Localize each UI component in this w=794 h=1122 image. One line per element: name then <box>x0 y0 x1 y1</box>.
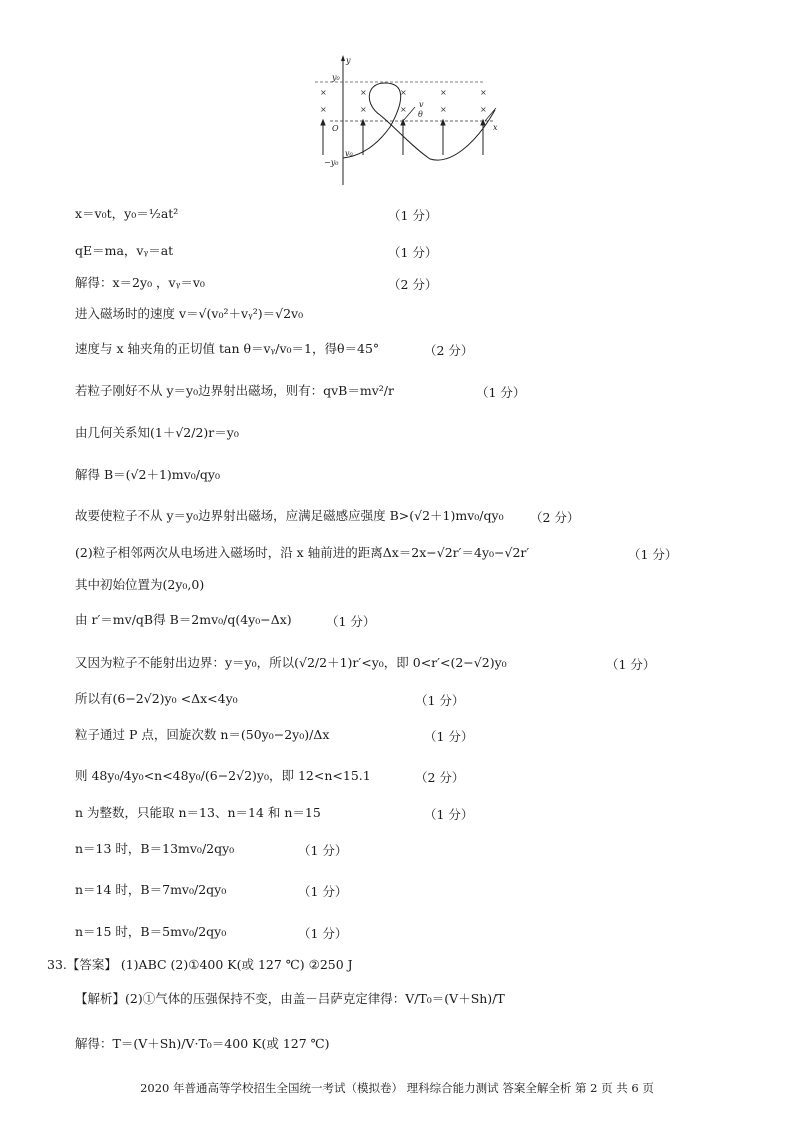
line-20: n＝15 时，B＝5mv₀/2qy₀ <box>75 924 227 939</box>
svg-text:×: × <box>320 88 327 97</box>
line-15: 粒子通过 P 点，回旋次数 n＝(50y₀−2y₀)/Δx <box>75 727 330 742</box>
line-14: 所以有(6−2√2)y₀ <Δx<4y₀ <box>75 691 238 706</box>
score-17: （1 分） <box>424 807 474 822</box>
score-2: （1 分） <box>388 245 438 260</box>
svg-text:×: × <box>480 105 487 114</box>
theta-label: θ <box>418 110 423 119</box>
line-11: 其中初始位置为(2y₀,0) <box>75 577 205 592</box>
line-17: n 为整数，只能取 n＝13、n＝14 和 n＝15 <box>75 805 321 820</box>
line-3: 解得：x＝2y₀ ，vᵧ＝v₀ <box>75 275 205 290</box>
magnetic-field-marks <box>320 88 487 114</box>
score-13: （1 分） <box>606 657 656 672</box>
line-9: 故要使粒子不从 y＝y₀边界射出磁场，应满足磁感应强度 B>(√2＋1)mv₀/qy₀ <box>75 508 504 523</box>
score-10: （1 分） <box>628 547 678 562</box>
svg-text:×: × <box>400 105 407 114</box>
score-16: （2 分） <box>415 770 465 785</box>
svg-text:×: × <box>400 88 407 97</box>
line-8: 解得 B＝(√2＋1)mv₀/qy₀ <box>75 467 220 482</box>
score-6: （1 分） <box>476 385 526 400</box>
score-3: （2 分） <box>388 277 438 292</box>
score-1: （1 分） <box>388 208 438 223</box>
x-axis-label: x <box>493 123 498 132</box>
svg-text:×: × <box>440 105 447 114</box>
score-9: （2 分） <box>530 510 580 525</box>
score-19: （1 分） <box>298 884 348 899</box>
line-18: n＝13 时，B＝13mv₀/2qy₀ <box>75 841 235 856</box>
page-footer: 2020 年普通高等学校招生全国统一考试（模拟卷） 理科综合能力测试 答案全解全析 第 2 页 共 6 页 <box>140 1081 654 1095</box>
neg-y0-label: −y₀ <box>324 158 339 167</box>
score-20: （1 分） <box>298 926 348 941</box>
line-5: 速度与 x 轴夹角的正切值 tan θ＝vᵧ/v₀＝1，得θ＝45° <box>75 341 380 356</box>
svg-text:×: × <box>360 105 367 114</box>
line-12: 由 r′＝mv/qB得 B＝2mv₀/q(4y₀−Δx) <box>75 612 292 627</box>
line-1: x＝v₀t，y₀＝½at² <box>75 206 179 221</box>
answer-33: 33.【答案】 (1)ABC (2)①400 K(或 127 ℃) ②250 J <box>47 957 353 972</box>
score-12: （1 分） <box>326 614 376 629</box>
line-13: 又因为粒子不能射出边界：y＝y₀，所以(√2/2＋1)r′<y₀，即 0<r′<(2−√2)y₀ <box>75 655 507 670</box>
score-18: （1 分） <box>298 843 348 858</box>
line-4: 进入磁场时的速度 v＝√(v₀²＋vᵧ²)＝√2v₀ <box>75 306 304 321</box>
svg-text:×: × <box>320 105 327 114</box>
score-15: （1 分） <box>424 729 474 744</box>
svg-text:×: × <box>360 88 367 97</box>
svg-text:×: × <box>480 88 487 97</box>
line-23: 解得：T＝(V＋Sh)/V·T₀＝400 K(或 127 ℃) <box>75 1036 330 1051</box>
line-7: 由几何关系知(1＋√2/2)r＝y₀ <box>75 425 239 440</box>
v0-label: v₀ <box>345 149 353 158</box>
y0-label: y₀ <box>332 73 340 82</box>
v-label: v <box>419 100 424 109</box>
score-14: （1 分） <box>415 693 465 708</box>
y-axis-label: y <box>346 56 351 65</box>
line-2: qE＝ma，vᵧ＝at <box>75 243 174 258</box>
analysis-33: 【解析】(2)①气体的压强保持不变，由盖－吕萨克定律得：V/T₀＝(V＋Sh)/T <box>75 991 505 1006</box>
svg-text:×: × <box>440 88 447 97</box>
physics-figure <box>310 55 500 190</box>
line-16: 则 48y₀/4y₀<n<48y₀/(6−2√2)y₀，即 12<n<15.1 <box>75 768 371 783</box>
line-10: (2)粒子相邻两次从电场进入磁场时，沿 x 轴前进的距离Δx＝2x−√2r′＝4y₀−√2r′ <box>75 545 530 560</box>
origin-label: O <box>332 124 339 133</box>
line-19: n＝14 时，B＝7mv₀/2qy₀ <box>75 882 227 897</box>
line-6: 若粒子刚好不从 y＝y₀边界射出磁场，则有：qvB＝mv²/r <box>75 383 394 398</box>
score-5: （2 分） <box>424 343 474 358</box>
